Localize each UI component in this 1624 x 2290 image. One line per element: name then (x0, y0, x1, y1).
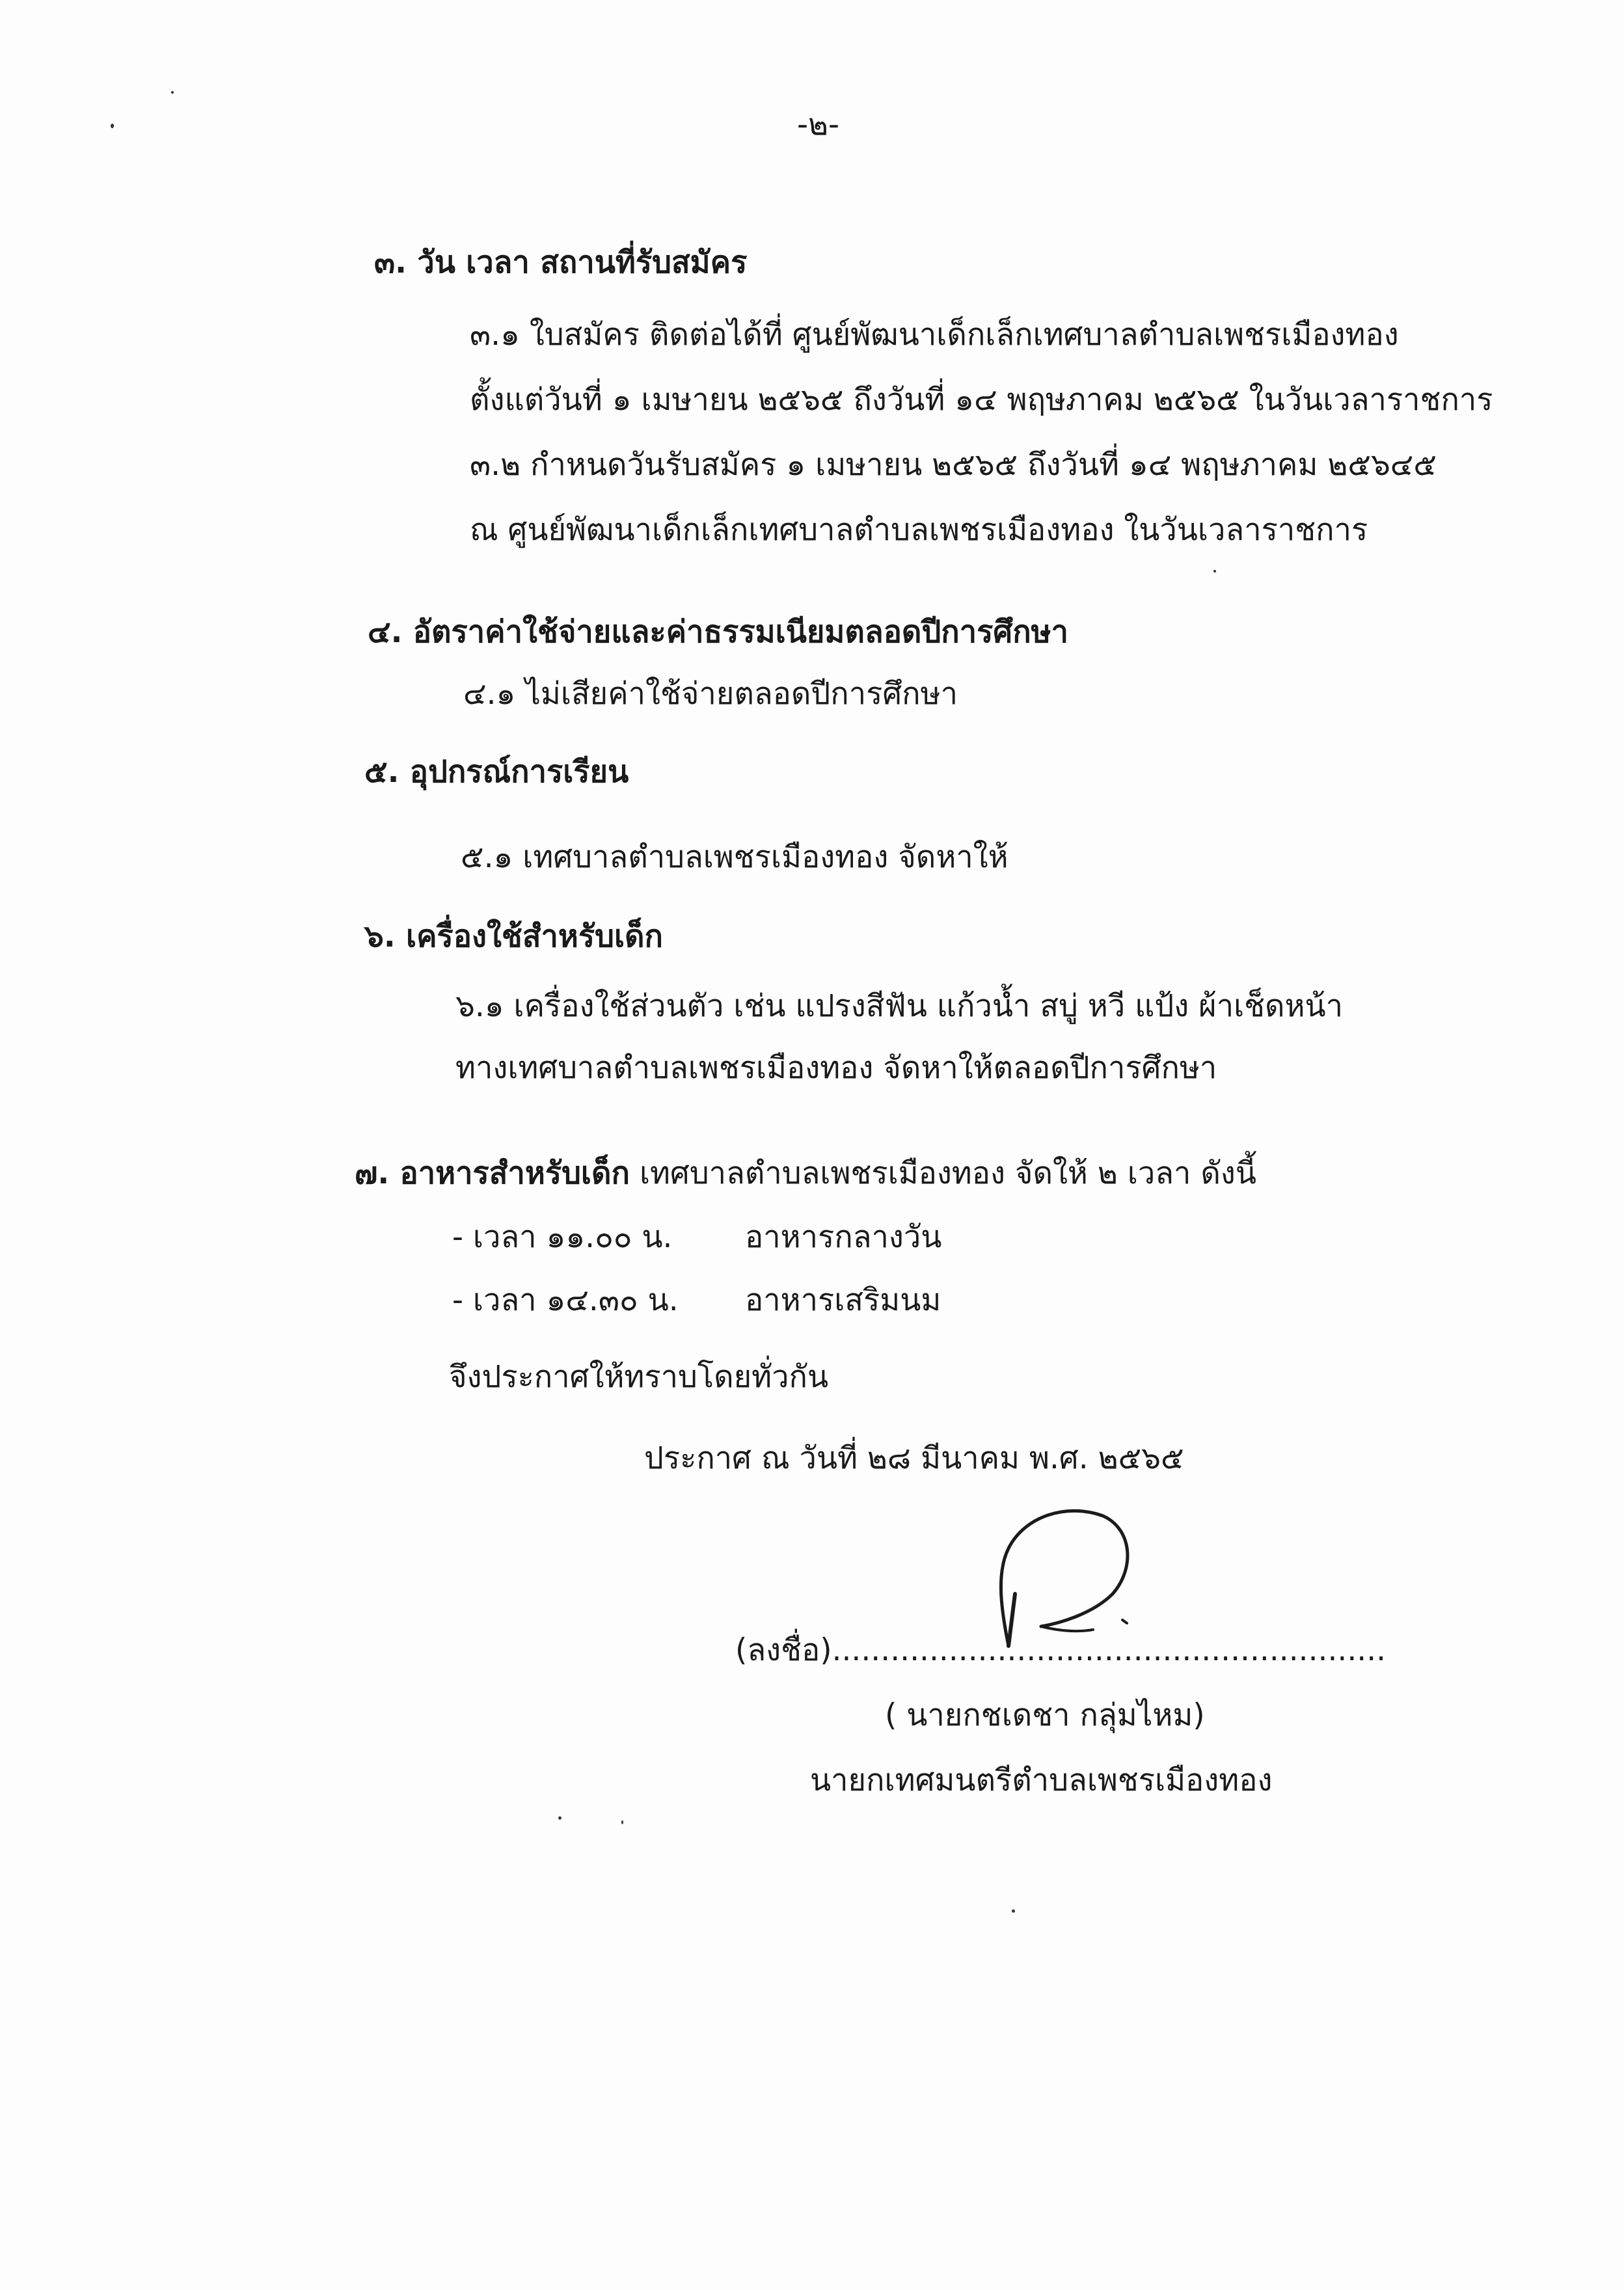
section-3-line-1: ๓.๑ ใบสมัคร ติดต่อได้ที่ ศูนย์พัฒนาเด็กเล็กเทศบาลตำบลเพชรเมืองทอง (470, 317, 1399, 353)
meal-time-1: - เวลา ๑๑.๐๐ น. (452, 1219, 673, 1255)
announce-date: ประกาศ ณ วันที่ ๒๘ มีนาคม พ.ศ. ๒๕๖๕ (644, 1440, 1184, 1476)
scan-speck (1213, 570, 1216, 572)
handwritten-signature (989, 1496, 1158, 1652)
section-5-heading: ๕. อุปกรณ์การเรียน (364, 754, 629, 790)
section-7-heading-rest: เทศบาลตำบลเพชรเมืองทอง จัดให้ ๒ เวลา ดังนี้ (639, 1155, 1256, 1191)
signer-name: ( นายกชเดชา กลุ่มไหม) (885, 1697, 1205, 1733)
section-6-line-1: ๖.๑ เครื่องใช้ส่วนตัว เช่น แปรงสีฟัน แก้วน้ำ สบู่ หวี แป้ง ผ้าเช็ดหน้า (455, 988, 1344, 1024)
section-7-heading-line (355, 1153, 1256, 1194)
section-3-line-2: ตั้งแต่วันที่ ๑ เมษายน ๒๕๖๕ ถึงวันที่ ๑๔ พฤษภาคม ๒๕๖๕ ในวันเวลาราชการ (470, 382, 1493, 418)
section-3-heading: ๓. วัน เวลา สถานที่รับสมัคร (374, 245, 748, 280)
section-6-line-2: ทางเทศบาลตำบลเพชรเมืองทอง จัดหาให้ตลอดปีการศึกษา (455, 1050, 1217, 1086)
scan-speck (621, 1820, 623, 1824)
closing-text: จึงประกาศให้ทราบโดยทั่วกัน (449, 1359, 829, 1395)
meal-name-2: อาหารเสริมนม (745, 1282, 941, 1318)
scan-speck (111, 124, 114, 128)
scan-speck (558, 1816, 562, 1820)
section-7-heading: ๗. อาหารสำหรับเด็ก (355, 1155, 630, 1191)
scan-speck (1012, 1909, 1015, 1913)
section-5-line-1: ๕.๑ เทศบาลตำบลเพชรเมืองทอง จัดหาให้ (461, 839, 1008, 875)
signer-position: นายกเทศมนตรีตำบลเพชรเมืองทอง (810, 1762, 1273, 1798)
section-4-line-1: ๔.๑ ไม่เสียค่าใช้จ่ายตลอดปีการศึกษา (463, 676, 958, 712)
sign-line: (ลงชื่อ)......................................................... (735, 1632, 1387, 1668)
meal-time-2: - เวลา ๑๔.๓๐ น. (452, 1282, 679, 1318)
section-4-heading: ๔. อัตราค่าใช้จ่ายและค่าธรรมเนียมตลอดปีการศึกษา (368, 614, 1069, 650)
section-6-heading: ๖. เครื่องใช้สำหรับเด็ก (364, 919, 664, 954)
meal-name-1: อาหารกลางวัน (745, 1219, 942, 1255)
scan-speck (171, 91, 174, 94)
page-number: -๒- (797, 107, 839, 142)
section-3-line-3: ๓.๒ กำหนดวันรับสมัคร ๑ เมษายน ๒๕๖๕ ถึงวันที่ ๑๔ พฤษภาคม ๒๕๖๔๕ (470, 447, 1437, 483)
section-3-line-4: ณ ศูนย์พัฒนาเด็กเล็กเทศบาลตำบลเพชรเมืองทอง ในวันเวลาราชการ (470, 512, 1368, 548)
